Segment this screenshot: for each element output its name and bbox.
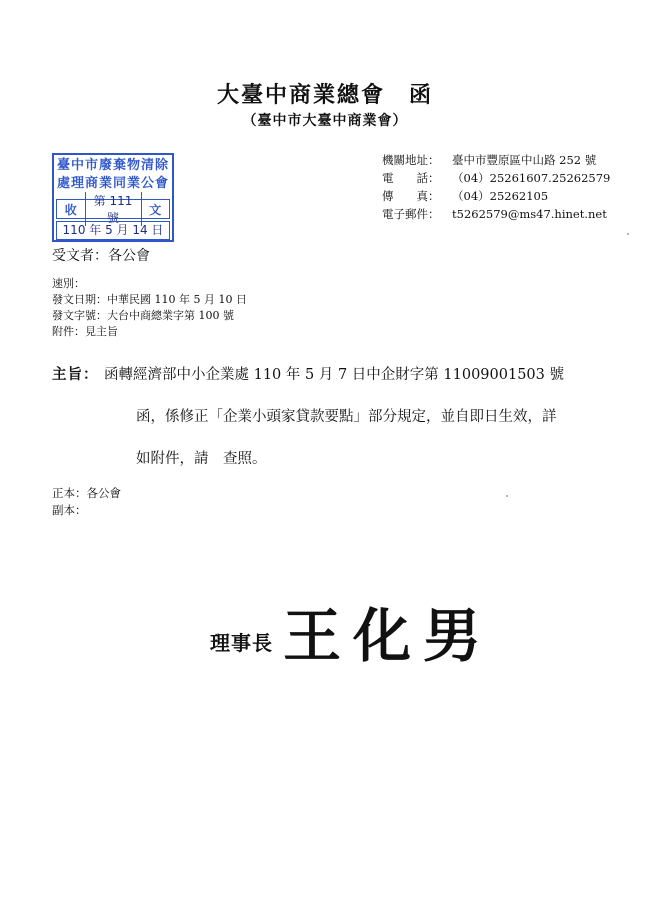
email-value: t5262579@ms47.hinet.net	[452, 207, 607, 221]
subject-line-2: 函，係修正「企業小頭家貸款要點」部分規定，並自即日生效，詳	[136, 409, 557, 425]
stamp-receive-suffix: 文	[149, 202, 162, 217]
address-value: 臺中市豐原區中山路 252 號	[452, 153, 597, 167]
distribution-block	[52, 485, 121, 519]
signature-block	[210, 590, 493, 670]
stamp-receive-number: 第 111 號	[85, 192, 142, 226]
fax-label: 傳 真：	[382, 189, 440, 203]
reference-number-field: 發文字號：大台中商總業字第 100 號	[52, 309, 234, 322]
receipt-stamp	[52, 153, 174, 242]
signatory-name-seal: 王化男	[283, 602, 494, 670]
issue-date-field: 發文日期：中華民國 110 年 5 月 10 日	[52, 293, 247, 306]
address-label: 機關地址：	[382, 153, 440, 167]
copy-recipients: 副本：	[52, 503, 87, 517]
document-title: 大臺中商業總會 函	[216, 82, 433, 108]
contact-phone-row	[382, 169, 610, 187]
recipient-line: 受文者：各公會	[52, 248, 150, 264]
document-meta	[52, 276, 247, 340]
email-label: 電子郵件：	[382, 207, 440, 221]
fax-value: （04）25262105	[452, 189, 549, 203]
subject-body	[104, 354, 612, 480]
primary-recipients: 正本：各公會	[52, 486, 121, 500]
stamp-organization	[54, 155, 172, 193]
contact-email-row	[382, 205, 610, 223]
subject-line-1: 函轉經濟部中小企業處 110 年 5 月 7 日中企財字第 11009001503 號	[104, 367, 564, 383]
phone-value: （04）25261607.25262579	[452, 171, 611, 185]
attachment-field: 附件：見主旨	[52, 325, 118, 338]
signatory-title: 理事長	[210, 631, 273, 655]
scan-speck	[506, 495, 508, 497]
subject-section	[52, 354, 612, 480]
contact-address-row	[382, 151, 610, 169]
phone-label: 電 話：	[382, 171, 440, 185]
subject-line-3: 如附件，請 查照。	[136, 451, 267, 467]
document-subtitle: （臺中市大臺中商業會）	[242, 113, 408, 129]
stamp-org-line1: 臺中市廢棄物清除	[56, 158, 169, 173]
contact-block	[382, 151, 610, 223]
stamp-org-line2: 處理商業同業公會	[56, 176, 169, 191]
stamp-receive-label: 收	[64, 202, 77, 217]
subject-label: 主旨：	[52, 366, 99, 383]
contact-fax-row	[382, 187, 610, 205]
stamp-receive-row	[56, 194, 170, 225]
speed-field: 速別：	[52, 277, 85, 290]
scan-speck	[627, 233, 629, 235]
stamp-received-date: 110 年 5 月 14 日	[56, 221, 170, 240]
